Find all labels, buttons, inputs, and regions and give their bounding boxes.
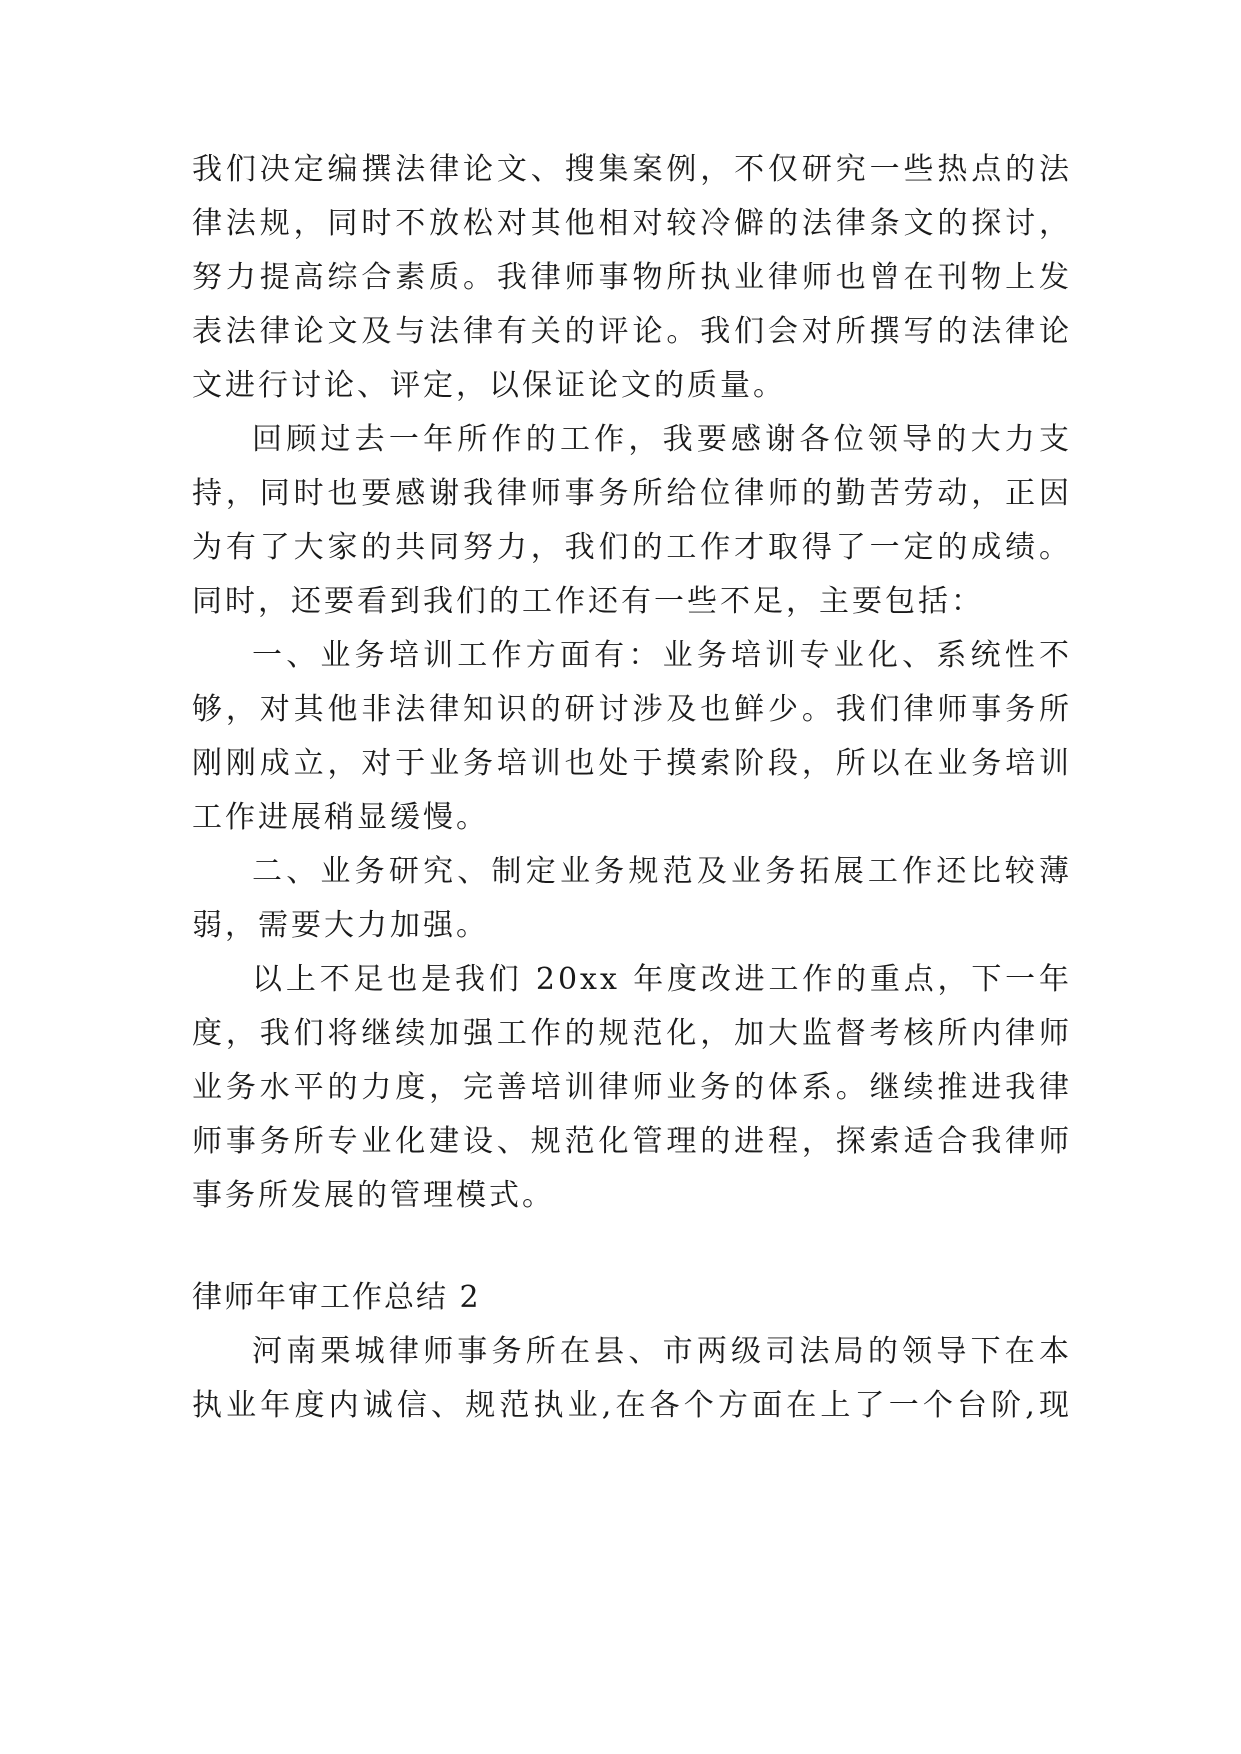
paragraph-line: 二、业务研究、制定业务规范及业务拓展工作还比较薄 <box>252 854 1072 889</box>
paragraph-line: 师事务所专业化建设、规范化管理的进程，探索适合我律师 <box>192 1124 1072 1159</box>
paragraph-line: 同时，还要看到我们的工作还有一些不足，主要包括： <box>192 584 984 619</box>
paragraph-line: 事务所发展的管理模式。 <box>192 1178 555 1213</box>
paragraph-line: 工作进展稍显缓慢。 <box>192 800 489 835</box>
paragraph-line: 文进行讨论、评定，以保证论文的质量。 <box>192 368 786 403</box>
paragraph-line: 表法律论文及与法律有关的评论。我们会对所撰写的法律论 <box>192 314 1072 349</box>
paragraph-line: 执业年度内诚信、规范执业,在各个方面在上了一个台阶,现 <box>192 1388 1072 1423</box>
paragraph-line: 回顾过去一年所作的工作，我要感谢各位领导的大力支 <box>252 422 1072 457</box>
paragraph-line: 我们决定编撰法律论文、搜集案例，不仅研究一些热点的法 <box>192 152 1072 187</box>
paragraph-line: 河南栗城律师事务所在县、市两级司法局的领导下在本 <box>252 1334 1072 1369</box>
paragraph-line: 律法规，同时不放松对其他相对较冷僻的法律条文的探讨， <box>192 206 1072 241</box>
paragraph-line: 持，同时也要感谢我律师事务所给位律师的勤苦劳动，正因 <box>192 476 1072 511</box>
paragraph-line: 努力提高综合素质。我律师事物所执业律师也曾在刊物上发 <box>192 260 1072 295</box>
paragraph-line: 为有了大家的共同努力，我们的工作才取得了一定的成绩。 <box>192 530 1072 565</box>
paragraph-line: 度，我们将继续加强工作的规范化，加大监督考核所内律师 <box>192 1016 1072 1051</box>
section-title: 律师年审工作总结 2 <box>192 1280 481 1315</box>
paragraph-line: 一、业务培训工作方面有：业务培训专业化、系统性不 <box>252 638 1072 673</box>
paragraph-line: 弱，需要大力加强。 <box>192 908 489 943</box>
paragraph-line: 够，对其他非法律知识的研讨涉及也鲜少。我们律师事务所 <box>192 692 1072 727</box>
paragraph-line: 以上不足也是我们 20xx 年度改进工作的重点，下一年 <box>252 962 1072 997</box>
paragraph-line: 业务水平的力度，完善培训律师业务的体系。继续推进我律 <box>192 1070 1072 1105</box>
paragraph-line: 刚刚成立，对于业务培训也处于摸索阶段，所以在业务培训 <box>192 746 1072 781</box>
